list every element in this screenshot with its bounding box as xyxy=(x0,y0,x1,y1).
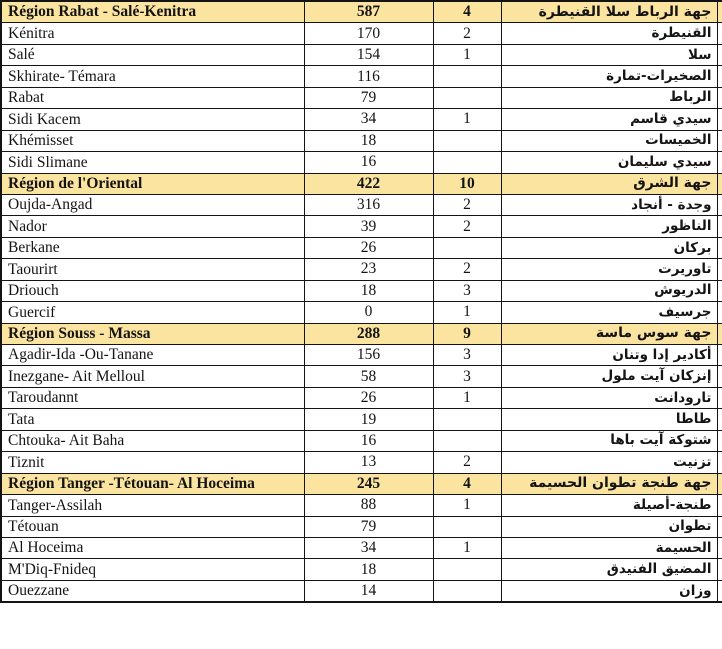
deaths-count-cell xyxy=(433,580,501,602)
district-row xyxy=(1,580,722,602)
cases-count-cell: 16 xyxy=(304,430,433,451)
region-name-ar-cell: جهة الشرق xyxy=(501,173,717,194)
district-name-fr-cell xyxy=(1,516,304,537)
district-name-fr-cell xyxy=(1,537,304,558)
cutoff-edge-cell xyxy=(717,1,722,23)
district-name-ar-cell: القنيطرة xyxy=(501,23,717,44)
name-fr-text: Driouch xyxy=(8,282,59,300)
cutoff-edge-cell xyxy=(717,473,722,494)
district-name-fr-cell xyxy=(1,280,304,301)
name-fr-text: Rabat xyxy=(8,89,45,107)
cases-count-cell: 16 xyxy=(304,152,433,173)
district-name-fr-cell xyxy=(1,302,304,323)
cases-count-cell: 13 xyxy=(304,452,433,473)
district-row xyxy=(1,409,722,430)
name-fr-text: Région de l'Oriental xyxy=(8,174,143,192)
deaths-count-cell: 1 xyxy=(433,537,501,558)
district-name-fr-cell xyxy=(1,216,304,237)
district-row xyxy=(1,280,722,301)
district-name-ar-cell: المضيق الفنيدق xyxy=(501,559,717,580)
deaths-count-cell: 3 xyxy=(433,366,501,387)
district-row xyxy=(1,452,722,473)
cases-count-cell: 14 xyxy=(304,580,433,602)
district-row xyxy=(1,109,722,130)
name-fr-text: Région Rabat - Salé-Kenitra xyxy=(8,3,197,21)
name-fr-text: Agadir-Ida -Ou-Tanane xyxy=(8,346,154,364)
name-fr-text: Région Tanger -Tétouan- Al Hoceima xyxy=(8,475,255,493)
district-name-fr-cell xyxy=(1,409,304,430)
cutoff-edge-cell xyxy=(717,216,722,237)
deaths-count-cell: 2 xyxy=(433,452,501,473)
deaths-count-cell: 2 xyxy=(433,194,501,215)
name-fr-text: Tétouan xyxy=(8,517,59,535)
cases-count-cell: 79 xyxy=(304,516,433,537)
cutoff-edge-cell xyxy=(717,280,722,301)
region-header-row xyxy=(1,1,722,23)
district-row xyxy=(1,495,722,516)
cutoff-edge-cell xyxy=(717,237,722,258)
district-name-ar-cell: سيدي قاسم xyxy=(501,109,717,130)
district-name-ar-cell: أكادير إدا وتنان xyxy=(501,345,717,366)
deaths-count-cell: 9 xyxy=(433,323,501,344)
name-fr-text: Tata xyxy=(8,410,35,428)
district-name-ar-cell: تزنيت xyxy=(501,452,717,473)
cases-count-cell: 18 xyxy=(304,130,433,151)
region-header-row xyxy=(1,473,722,494)
cases-count-cell: 316 xyxy=(304,194,433,215)
cases-count-cell: 34 xyxy=(304,537,433,558)
district-row xyxy=(1,537,722,558)
name-fr-text: Al Hoceima xyxy=(8,539,84,557)
cases-count-cell: 245 xyxy=(304,473,433,494)
cases-count-cell: 422 xyxy=(304,173,433,194)
name-fr-text: Chtouka- Ait Baha xyxy=(8,432,125,450)
district-name-ar-cell: وجدة - أنجاد xyxy=(501,194,717,215)
name-fr-text: Oujda-Angad xyxy=(8,196,93,214)
district-name-fr-cell xyxy=(1,23,304,44)
cases-count-cell: 0 xyxy=(304,302,433,323)
district-name-ar-cell: الناظور xyxy=(501,216,717,237)
name-fr-text: Berkane xyxy=(8,239,60,257)
name-fr-text: M'Diq-Fnideq xyxy=(8,560,97,578)
name-fr-text: Ouezzane xyxy=(8,582,70,600)
cutoff-edge-cell xyxy=(717,495,722,516)
name-fr-text: Région Souss - Massa xyxy=(8,325,151,342)
cutoff-edge-cell xyxy=(717,537,722,558)
deaths-count-cell xyxy=(433,130,501,151)
deaths-count-cell: 1 xyxy=(433,495,501,516)
district-row xyxy=(1,216,722,237)
deaths-count-cell: 2 xyxy=(433,216,501,237)
cutoff-edge-cell xyxy=(717,580,722,602)
cases-count-cell: 156 xyxy=(304,345,433,366)
name-fr-text: Inezgane- Ait Melloul xyxy=(8,367,145,385)
district-name-ar-cell: سلا xyxy=(501,44,717,65)
district-row xyxy=(1,87,722,108)
cutoff-edge-cell xyxy=(717,44,722,65)
district-name-fr-cell xyxy=(1,66,304,87)
name-fr-text: Sidi Slimane xyxy=(8,153,88,171)
district-name-fr-cell xyxy=(1,237,304,258)
district-row xyxy=(1,302,722,323)
district-name-ar-cell: الرباط xyxy=(501,87,717,108)
deaths-count-cell xyxy=(433,559,501,580)
cutoff-edge-cell xyxy=(717,173,722,194)
cases-count-cell: 23 xyxy=(304,259,433,280)
district-name-fr-cell xyxy=(1,345,304,366)
district-name-fr-cell xyxy=(1,109,304,130)
cases-count-cell: 19 xyxy=(304,409,433,430)
cutoff-edge-cell xyxy=(717,516,722,537)
cases-count-cell: 18 xyxy=(304,280,433,301)
district-name-ar-cell: تطوان xyxy=(501,516,717,537)
cases-count-cell: 170 xyxy=(304,23,433,44)
district-name-ar-cell: طنجة-أصيلة xyxy=(501,495,717,516)
region-name-ar-cell: جهة سوس ماسة xyxy=(501,323,717,344)
district-name-fr-cell xyxy=(1,130,304,151)
name-fr-text: Skhirate- Témara xyxy=(8,67,116,85)
deaths-count-cell xyxy=(433,87,501,108)
cases-count-cell: 79 xyxy=(304,87,433,108)
deaths-count-cell: 3 xyxy=(433,280,501,301)
district-row xyxy=(1,23,722,44)
region-header-row xyxy=(1,173,722,194)
cutoff-edge-cell xyxy=(717,366,722,387)
name-fr-text: Guercif xyxy=(8,303,56,321)
cutoff-edge-cell xyxy=(717,152,722,173)
region-name-ar-cell: جهة طنجة تطوان الحسيمة xyxy=(501,473,717,494)
cutoff-edge-cell xyxy=(717,194,722,215)
district-name-fr-cell xyxy=(1,495,304,516)
district-name-ar-cell: تارودانت xyxy=(501,387,717,408)
name-fr-text: Sidi Kacem xyxy=(8,110,81,128)
cutoff-edge-cell xyxy=(717,559,722,580)
district-row xyxy=(1,152,722,173)
cases-count-cell: 116 xyxy=(304,66,433,87)
deaths-count-cell: 2 xyxy=(433,259,501,280)
district-row xyxy=(1,366,722,387)
cutoff-edge-cell xyxy=(717,409,722,430)
district-name-fr-cell xyxy=(1,580,304,602)
district-name-fr-cell xyxy=(1,387,304,408)
cutoff-edge-cell xyxy=(717,387,722,408)
district-row xyxy=(1,387,722,408)
cutoff-edge-cell xyxy=(717,345,722,366)
name-fr-text: Khémisset xyxy=(8,132,74,150)
district-row xyxy=(1,130,722,151)
cutoff-edge-cell xyxy=(717,66,722,87)
district-name-fr-cell xyxy=(1,430,304,451)
district-row xyxy=(1,237,722,258)
district-name-fr-cell xyxy=(1,152,304,173)
deaths-count-cell: 1 xyxy=(433,302,501,323)
deaths-count-cell xyxy=(433,409,501,430)
district-name-ar-cell: وزان xyxy=(501,580,717,602)
district-name-ar-cell: بركان xyxy=(501,237,717,258)
deaths-count-cell xyxy=(433,237,501,258)
district-name-ar-cell: الخميسات xyxy=(501,130,717,151)
deaths-count-cell: 4 xyxy=(433,473,501,494)
district-name-fr-cell xyxy=(1,44,304,65)
district-name-fr-cell xyxy=(1,366,304,387)
deaths-count-cell: 2 xyxy=(433,23,501,44)
cases-count-cell: 154 xyxy=(304,44,433,65)
name-fr-text: Kénitra xyxy=(8,24,55,42)
deaths-count-cell xyxy=(433,152,501,173)
district-name-fr-cell xyxy=(1,259,304,280)
cases-count-cell: 26 xyxy=(304,237,433,258)
region-name-fr-cell xyxy=(1,473,304,494)
deaths-count-cell: 1 xyxy=(433,44,501,65)
deaths-count-cell xyxy=(433,430,501,451)
district-name-ar-cell: سيدي سليمان xyxy=(501,152,717,173)
district-row xyxy=(1,559,722,580)
cases-count-cell: 39 xyxy=(304,216,433,237)
deaths-count-cell: 3 xyxy=(433,345,501,366)
district-name-ar-cell: الحسيمة xyxy=(501,537,717,558)
name-fr-text: Salé xyxy=(8,46,35,64)
district-row xyxy=(1,345,722,366)
name-fr-text: Nador xyxy=(8,217,47,235)
cutoff-edge-cell xyxy=(717,87,722,108)
region-name-fr-cell xyxy=(1,1,304,23)
district-name-fr-cell xyxy=(1,194,304,215)
district-row xyxy=(1,194,722,215)
district-row xyxy=(1,44,722,65)
district-name-ar-cell: تاوريرت xyxy=(501,259,717,280)
cutoff-edge-cell xyxy=(717,259,722,280)
cutoff-edge-cell xyxy=(717,302,722,323)
cutoff-edge-cell xyxy=(717,23,722,44)
deaths-count-cell: 4 xyxy=(433,1,501,23)
name-fr-text: Tanger-Assilah xyxy=(8,496,103,514)
cases-count-cell: 58 xyxy=(304,366,433,387)
region-name-ar-cell: جهة الرباط سلا القنيطرة xyxy=(501,1,717,23)
district-name-ar-cell: شتوكة آيت باها xyxy=(501,430,717,451)
district-row xyxy=(1,259,722,280)
district-name-ar-cell: إنزكان آيت ملول xyxy=(501,366,717,387)
cutoff-edge-cell xyxy=(717,430,722,451)
cutoff-edge-cell xyxy=(717,452,722,473)
region-name-fr-cell xyxy=(1,173,304,194)
district-name-ar-cell: طاطا xyxy=(501,409,717,430)
district-name-ar-cell: جرسيف xyxy=(501,302,717,323)
name-fr-text: Taroudannt xyxy=(8,389,79,407)
region-header-row xyxy=(1,323,722,344)
cutoff-edge-cell xyxy=(717,130,722,151)
district-name-ar-cell: الصخيرات-تمارة xyxy=(501,66,717,87)
cases-count-cell: 288 xyxy=(304,323,433,344)
cutoff-edge-cell xyxy=(717,109,722,130)
district-name-fr-cell xyxy=(1,87,304,108)
deaths-count-cell xyxy=(433,516,501,537)
deaths-count-cell: 1 xyxy=(433,109,501,130)
name-fr-text: Taourirt xyxy=(8,260,58,278)
cases-count-cell: 587 xyxy=(304,1,433,23)
region-name-fr-cell xyxy=(1,323,304,344)
deaths-count-cell xyxy=(433,66,501,87)
district-name-ar-cell: الدريوش xyxy=(501,280,717,301)
deaths-count-cell: 10 xyxy=(433,173,501,194)
district-row xyxy=(1,66,722,87)
name-fr-text: Tiznit xyxy=(8,453,45,471)
deaths-count-cell: 1 xyxy=(433,387,501,408)
cases-count-cell: 34 xyxy=(304,109,433,130)
district-row xyxy=(1,430,722,451)
cases-count-cell: 88 xyxy=(304,495,433,516)
district-name-fr-cell xyxy=(1,452,304,473)
cases-count-cell: 18 xyxy=(304,559,433,580)
cases-count-cell: 26 xyxy=(304,387,433,408)
district-name-fr-cell xyxy=(1,559,304,580)
table-body xyxy=(1,1,722,602)
cutoff-edge-cell xyxy=(717,323,722,344)
district-row xyxy=(1,516,722,537)
